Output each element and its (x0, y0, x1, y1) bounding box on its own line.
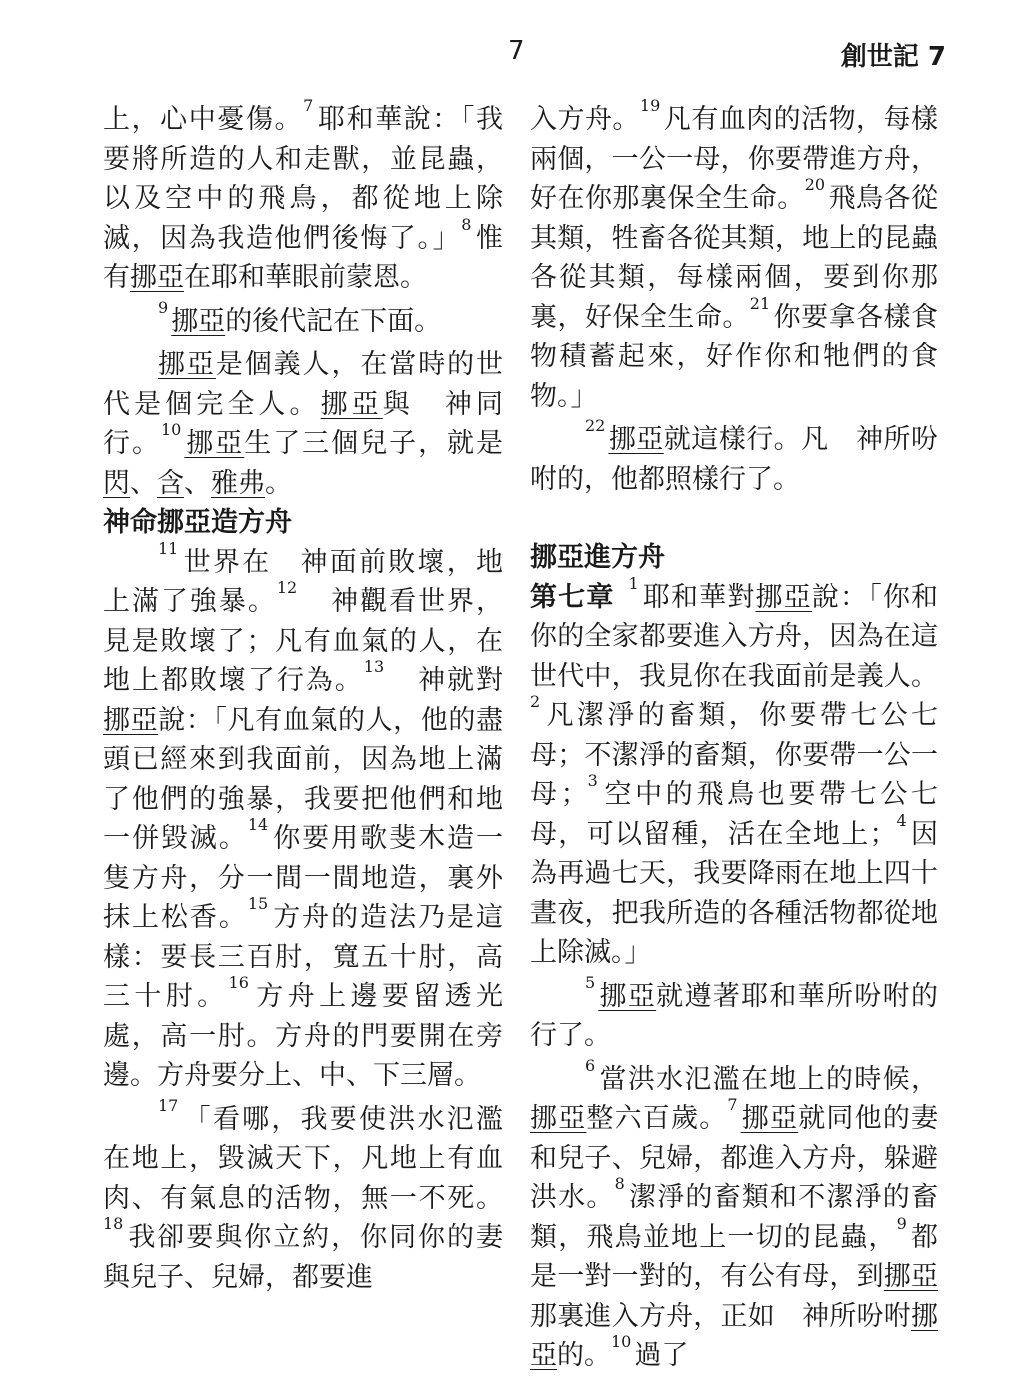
verse-number: 20 (804, 175, 826, 194)
proper-name: 挪亞 (103, 704, 159, 736)
proper-name: 挪亞 (883, 1261, 939, 1292)
text: 神就對 (387, 665, 504, 696)
verse-number: 9 (896, 1213, 907, 1233)
verse-number: 5 (585, 972, 596, 992)
paragraph (103, 297, 503, 342)
paragraph (530, 972, 938, 1056)
proper-name: 挪亞 (130, 262, 184, 293)
text: 凡有血肉的活物，每樣兩個，一公一母，你要帶進方舟，好在你那裏保全生命。 (530, 104, 939, 214)
text: 就這樣行。凡 神所吩咐的，他都照樣行了。 (530, 424, 939, 495)
text: 飛鳥各從其類，牲畜各從其類，地上的昆蟲各從其類，每樣兩個，要到你那裏，好保全生命。 (530, 183, 939, 333)
text: 世界在 神面前敗壞，地上滿了強暴。 (103, 546, 503, 617)
proper-name: 閃 (103, 467, 130, 499)
paragraph (530, 1055, 939, 1376)
proper-name: 挪亞 (530, 1300, 938, 1371)
section-heading: 神命挪亞造方舟 (103, 507, 292, 538)
text: 潔淨的畜類和不潔淨的畜類，飛鳥並地上一切的昆蟲， (530, 1182, 939, 1253)
text: 因為再過七天，我要降雨在地上四十晝夜，把我所造的各種活物都從地上除滅。」 (530, 818, 939, 968)
text: 惟有 (103, 222, 503, 293)
text: 凡潔淨的畜類，你要帶七公七母；不潔淨的畜類，你要帶一公一母； (530, 700, 938, 810)
verse-number: 15 (247, 894, 269, 913)
verse-number: 1 (628, 573, 639, 593)
text: 方舟上邊要留透光處，高一肘。方舟的門要開在旁邊。方舟要分上、中、下三層。 (103, 981, 503, 1091)
text: 在耶和華眼前蒙恩。 (184, 262, 427, 293)
verse-number: 4 (896, 810, 907, 830)
text: 整六百歲。 (586, 1103, 728, 1134)
verse-number: 9 (158, 297, 169, 317)
verse-number: 14 (247, 815, 269, 834)
text: 的後代記在下面。 (225, 305, 442, 337)
text: 與 神同行。 (103, 388, 504, 459)
text: 你要用歌斐木造一隻方舟，分一間一間地造，裏外抹上松香。 (103, 823, 504, 933)
verse-number: 18 (103, 1214, 124, 1233)
text: 那裏進入方舟，正如 神所吩咐 (530, 1300, 911, 1332)
proper-name: 含 (157, 467, 184, 499)
verse-number: 8 (614, 1174, 625, 1193)
paragraph (103, 1095, 503, 1298)
text: 空中的飛鳥也要帶七公七母，可以留種，活在全地上； (530, 779, 939, 850)
chapter-label: 第七章 (530, 581, 615, 613)
running-header: 創世記 7 (840, 42, 946, 72)
text: 就遵著耶和華所吩咐的行了。 (530, 980, 938, 1051)
page-number: 7 (508, 36, 525, 66)
right-column (530, 96, 939, 1376)
text: 是個義人，在當時的世代是個完全人。 (103, 349, 504, 420)
verse-number: 7 (303, 96, 314, 115)
proper-name: 挪亞 (598, 980, 657, 1012)
text: 「看哪，我要使洪水氾濫在地上，毀滅天下，凡地上有血肉、有氣息的活物，無一不死。 (103, 1103, 503, 1214)
verse-number: 19 (639, 96, 661, 115)
text: 上，心中憂傷。 (103, 104, 304, 135)
paragraph (530, 573, 939, 973)
verse-number: 12 (276, 578, 298, 597)
text: 說：「你和你的全家都要進入方舟，因為在這世代中，我見你在我面前是義人。 (530, 581, 939, 692)
paragraph (103, 345, 503, 503)
proper-name: 挪亞 (740, 1103, 799, 1134)
proper-name: 挪亞 (320, 388, 383, 420)
proper-name: 挪亞 (608, 424, 664, 455)
verse-number: 8 (461, 214, 472, 234)
text: 、 (184, 467, 211, 499)
text: 說：「凡有血氣的人，他的盡頭已經來到我面前，因為地上滿了他們的強暴，我要把他們和地一併毀滅。 (103, 704, 504, 854)
proper-name: 挪亞 (755, 581, 812, 613)
verse-number: 10 (611, 1332, 632, 1351)
verse-number: 11 (158, 538, 179, 558)
text: 方舟的造法乃是這樣：要長三百肘，寬五十肘，高三十肘。 (103, 902, 504, 1012)
verse-number: 7 (727, 1095, 738, 1114)
verse-number: 10 (160, 420, 182, 439)
section-heading: 挪亞進方舟 (530, 542, 665, 573)
text: 神觀看世界，見是敗壞了；凡有血氣的人，在地上都敗壞了行為。 (103, 586, 504, 696)
text: 入方舟。 (530, 104, 640, 135)
text: 就同他的妻和兒子、兒婦，都進入方舟，躲避洪水。 (530, 1103, 939, 1213)
verse-number: 22 (585, 416, 606, 435)
verse-number: 16 (228, 973, 249, 992)
verse-number: 17 (158, 1095, 179, 1115)
verse-number: 3 (587, 771, 598, 790)
text: 。 (265, 467, 292, 499)
text: 當洪水氾濫在地上的時候， (598, 1063, 938, 1095)
text: 的。 (557, 1340, 611, 1371)
verse-number: 2 (530, 692, 541, 711)
text: 耶和華說：「我要將所造的人和走獸，並昆蟲，以及空中的飛鳥，都從地上除滅，因為我造他們後悔了。」 (103, 104, 503, 254)
verse-number: 21 (749, 293, 771, 313)
proper-name: 雅弗 (211, 467, 265, 499)
text: 過了 (634, 1340, 689, 1371)
proper-name: 挪亞 (158, 349, 216, 380)
left-column (103, 96, 504, 1297)
proper-name: 挪亞 (171, 305, 226, 337)
proper-name: 挪亞 (530, 1103, 587, 1134)
text: 我卻要與你立約，你同你的妻與兒子、兒婦，都要進 (103, 1222, 503, 1293)
paragraph (530, 416, 939, 499)
paragraph (530, 96, 939, 416)
text: 都是一對一對的，有公有母，到 (530, 1221, 939, 1292)
text: 你要拿各樣食物積蓄起來，好作你和牠們的食物。」 (530, 301, 939, 412)
text: 、 (130, 467, 157, 499)
text: 生了三個兒子，就是 (244, 428, 504, 459)
text: 耶和華對 (641, 581, 756, 613)
verse-number: 6 (585, 1055, 596, 1075)
verse-number: 13 (363, 657, 385, 676)
paragraph (103, 538, 504, 1096)
paragraph (103, 96, 503, 298)
proper-name: 挪亞 (184, 428, 245, 459)
